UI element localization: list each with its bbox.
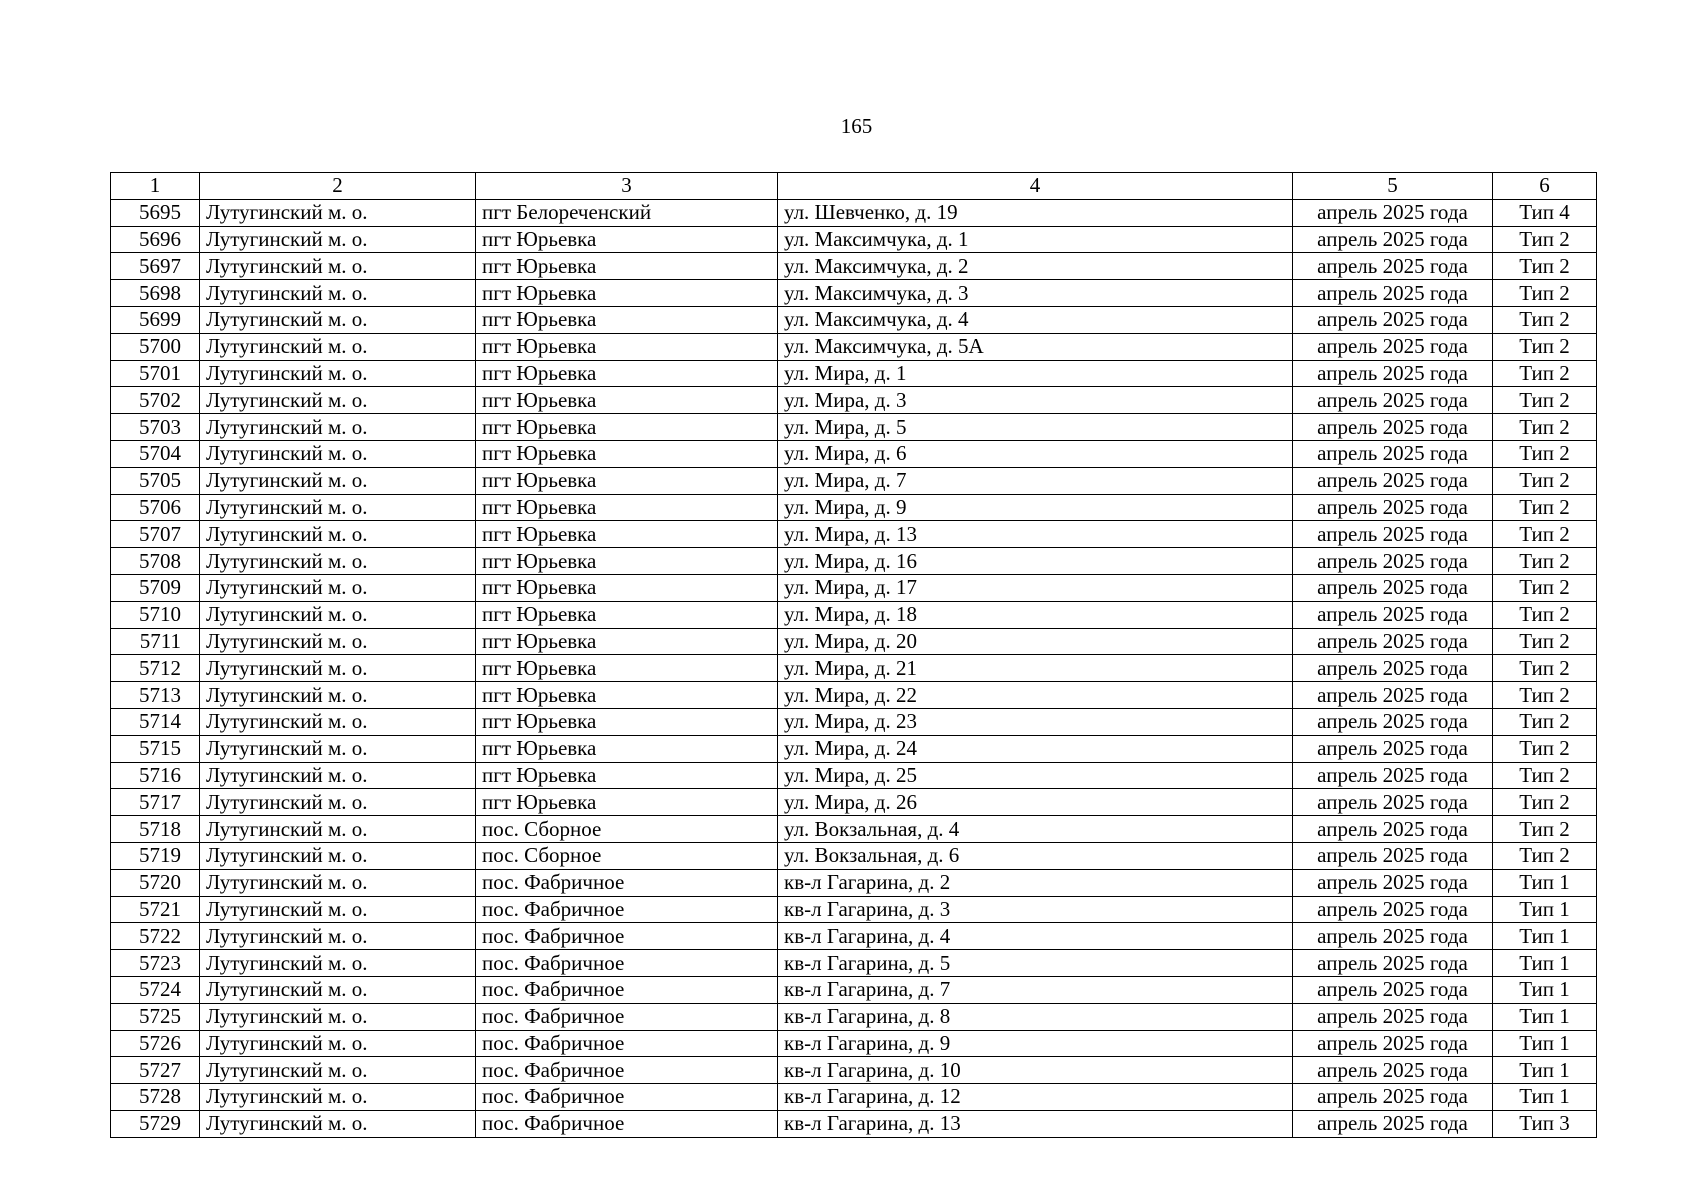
- table-row: [111, 601, 1597, 628]
- type-cell: Тип 2: [1493, 789, 1597, 816]
- district-cell: Лутугинский м. о.: [200, 1003, 476, 1030]
- type-cell: Тип 2: [1493, 548, 1597, 575]
- address-cell: кв-л Гагарина, д. 8: [778, 1003, 1293, 1030]
- settlement-cell: пгт Юрьевка: [476, 789, 778, 816]
- type-cell: Тип 2: [1493, 440, 1597, 467]
- type-cell: Тип 2: [1493, 414, 1597, 441]
- table-row: [111, 306, 1597, 333]
- type-cell: Тип 2: [1493, 601, 1597, 628]
- district-cell: Лутугинский м. о.: [200, 360, 476, 387]
- district-cell: Лутугинский м. о.: [200, 467, 476, 494]
- table-row: [111, 548, 1597, 575]
- type-cell: Тип 2: [1493, 333, 1597, 360]
- district-cell: Лутугинский м. о.: [200, 1057, 476, 1084]
- table-row: [111, 628, 1597, 655]
- type-cell: Тип 2: [1493, 628, 1597, 655]
- type-cell: Тип 2: [1493, 253, 1597, 280]
- address-cell: ул. Вокзальная, д. 4: [778, 816, 1293, 843]
- address-cell: кв-л Гагарина, д. 2: [778, 869, 1293, 896]
- page-number: 165: [840, 114, 873, 138]
- date-cell: апрель 2025 года: [1293, 923, 1493, 950]
- address-cell: ул. Мира, д. 24: [778, 735, 1293, 762]
- table-row: [111, 708, 1597, 735]
- table-row: [111, 735, 1597, 762]
- settlement-cell: пгт Юрьевка: [476, 762, 778, 789]
- table-row: [111, 440, 1597, 467]
- settlement-cell: пос. Фабричное: [476, 896, 778, 923]
- address-cell: ул. Мира, д. 3: [778, 387, 1293, 414]
- row-number-cell: 5728: [111, 1084, 200, 1111]
- settlement-cell: пгт Юрьевка: [476, 735, 778, 762]
- type-cell: Тип 2: [1493, 762, 1597, 789]
- row-number-cell: 5712: [111, 655, 200, 682]
- column-header: 6: [1493, 173, 1597, 200]
- district-cell: Лутугинский м. о.: [200, 440, 476, 467]
- date-cell: апрель 2025 года: [1293, 521, 1493, 548]
- district-cell: Лутугинский м. о.: [200, 1084, 476, 1111]
- type-cell: Тип 2: [1493, 816, 1597, 843]
- district-cell: Лутугинский м. о.: [200, 896, 476, 923]
- date-cell: апрель 2025 года: [1293, 360, 1493, 387]
- row-number-cell: 5699: [111, 306, 200, 333]
- settlement-cell: пгт Юрьевка: [476, 333, 778, 360]
- column-header: 1: [111, 173, 200, 200]
- district-cell: Лутугинский м. о.: [200, 548, 476, 575]
- district-cell: Лутугинский м. о.: [200, 199, 476, 226]
- district-cell: Лутугинский м. о.: [200, 601, 476, 628]
- row-number-cell: 5697: [111, 253, 200, 280]
- type-cell: Тип 3: [1493, 1110, 1597, 1137]
- date-cell: апрель 2025 года: [1293, 306, 1493, 333]
- type-cell: Тип 1: [1493, 869, 1597, 896]
- row-number-cell: 5714: [111, 708, 200, 735]
- row-number-cell: 5710: [111, 601, 200, 628]
- address-cell: ул. Мира, д. 26: [778, 789, 1293, 816]
- address-cell: ул. Мира, д. 18: [778, 601, 1293, 628]
- date-cell: апрель 2025 года: [1293, 789, 1493, 816]
- date-cell: апрель 2025 года: [1293, 1110, 1493, 1137]
- row-number-cell: 5701: [111, 360, 200, 387]
- table-row: [111, 896, 1597, 923]
- settlement-cell: пос. Фабричное: [476, 1110, 778, 1137]
- date-cell: апрель 2025 года: [1293, 333, 1493, 360]
- type-cell: Тип 2: [1493, 467, 1597, 494]
- row-number-cell: 5700: [111, 333, 200, 360]
- district-cell: Лутугинский м. о.: [200, 976, 476, 1003]
- district-cell: Лутугинский м. о.: [200, 655, 476, 682]
- address-cell: ул. Мира, д. 5: [778, 414, 1293, 441]
- table-row: [111, 1110, 1597, 1137]
- table-row: [111, 333, 1597, 360]
- date-cell: апрель 2025 года: [1293, 842, 1493, 869]
- date-cell: апрель 2025 года: [1293, 869, 1493, 896]
- row-number-cell: 5695: [111, 199, 200, 226]
- table-row: [111, 494, 1597, 521]
- address-cell: ул. Мира, д. 20: [778, 628, 1293, 655]
- settlement-cell: пос. Фабричное: [476, 1084, 778, 1111]
- date-cell: апрель 2025 года: [1293, 387, 1493, 414]
- district-cell: Лутугинский м. о.: [200, 574, 476, 601]
- address-cell: ул. Мира, д. 6: [778, 440, 1293, 467]
- date-cell: апрель 2025 года: [1293, 1030, 1493, 1057]
- row-number-cell: 5711: [111, 628, 200, 655]
- district-cell: Лутугинский м. о.: [200, 521, 476, 548]
- type-cell: Тип 2: [1493, 360, 1597, 387]
- settlement-cell: пгт Юрьевка: [476, 387, 778, 414]
- row-number-cell: 5706: [111, 494, 200, 521]
- table-row: [111, 869, 1597, 896]
- row-number-cell: 5708: [111, 548, 200, 575]
- row-number-cell: 5723: [111, 950, 200, 977]
- address-cell: ул. Максимчука, д. 5А: [778, 333, 1293, 360]
- settlement-cell: пгт Юрьевка: [476, 494, 778, 521]
- address-cell: кв-л Гагарина, д. 5: [778, 950, 1293, 977]
- table-row: [111, 574, 1597, 601]
- settlement-cell: пос. Сборное: [476, 816, 778, 843]
- type-cell: Тип 1: [1493, 1003, 1597, 1030]
- address-cell: ул. Максимчука, д. 1: [778, 226, 1293, 253]
- column-header: 3: [476, 173, 778, 200]
- table-row: [111, 816, 1597, 843]
- table-row: [111, 521, 1597, 548]
- district-cell: Лутугинский м. о.: [200, 869, 476, 896]
- address-cell: кв-л Гагарина, д. 3: [778, 896, 1293, 923]
- settlement-cell: пгт Юрьевка: [476, 306, 778, 333]
- registry-table: [110, 172, 1597, 1138]
- row-number-cell: 5709: [111, 574, 200, 601]
- settlement-cell: пгт Юрьевка: [476, 521, 778, 548]
- address-cell: кв-л Гагарина, д. 10: [778, 1057, 1293, 1084]
- settlement-cell: пгт Юрьевка: [476, 467, 778, 494]
- settlement-cell: пос. Сборное: [476, 842, 778, 869]
- address-cell: ул. Вокзальная, д. 6: [778, 842, 1293, 869]
- table-row: [111, 1084, 1597, 1111]
- type-cell: Тип 2: [1493, 306, 1597, 333]
- type-cell: Тип 1: [1493, 976, 1597, 1003]
- address-cell: ул. Мира, д. 21: [778, 655, 1293, 682]
- district-cell: Лутугинский м. о.: [200, 387, 476, 414]
- settlement-cell: пгт Юрьевка: [476, 682, 778, 709]
- date-cell: апрель 2025 года: [1293, 708, 1493, 735]
- address-cell: ул. Максимчука, д. 3: [778, 280, 1293, 307]
- row-number-cell: 5726: [111, 1030, 200, 1057]
- type-cell: Тип 2: [1493, 387, 1597, 414]
- date-cell: апрель 2025 года: [1293, 199, 1493, 226]
- date-cell: апрель 2025 года: [1293, 682, 1493, 709]
- row-number-cell: 5729: [111, 1110, 200, 1137]
- row-number-cell: 5715: [111, 735, 200, 762]
- date-cell: апрель 2025 года: [1293, 896, 1493, 923]
- row-number-cell: 5725: [111, 1003, 200, 1030]
- type-cell: Тип 1: [1493, 923, 1597, 950]
- date-cell: апрель 2025 года: [1293, 816, 1493, 843]
- row-number-cell: 5722: [111, 923, 200, 950]
- row-number-cell: 5721: [111, 896, 200, 923]
- type-cell: Тип 1: [1493, 1084, 1597, 1111]
- type-cell: Тип 2: [1493, 574, 1597, 601]
- settlement-cell: пгт Юрьевка: [476, 440, 778, 467]
- settlement-cell: пос. Фабричное: [476, 976, 778, 1003]
- date-cell: апрель 2025 года: [1293, 440, 1493, 467]
- settlement-cell: пгт Юрьевка: [476, 708, 778, 735]
- settlement-cell: пгт Юрьевка: [476, 628, 778, 655]
- address-cell: ул. Мира, д. 13: [778, 521, 1293, 548]
- date-cell: апрель 2025 года: [1293, 253, 1493, 280]
- address-cell: ул. Шевченко, д. 19: [778, 199, 1293, 226]
- district-cell: Лутугинский м. о.: [200, 1110, 476, 1137]
- date-cell: апрель 2025 года: [1293, 601, 1493, 628]
- column-header: 4: [778, 173, 1293, 200]
- table-row: [111, 655, 1597, 682]
- date-cell: апрель 2025 года: [1293, 226, 1493, 253]
- settlement-cell: пгт Юрьевка: [476, 253, 778, 280]
- district-cell: Лутугинский м. о.: [200, 628, 476, 655]
- district-cell: Лутугинский м. о.: [200, 816, 476, 843]
- row-number-cell: 5719: [111, 842, 200, 869]
- table-row: [111, 950, 1597, 977]
- address-cell: ул. Мира, д. 7: [778, 467, 1293, 494]
- settlement-cell: пгт Юрьевка: [476, 548, 778, 575]
- row-number-cell: 5705: [111, 467, 200, 494]
- table-body: [111, 199, 1597, 1137]
- table-row: [111, 682, 1597, 709]
- date-cell: апрель 2025 года: [1293, 950, 1493, 977]
- table-row: [111, 387, 1597, 414]
- district-cell: Лутугинский м. о.: [200, 306, 476, 333]
- district-cell: Лутугинский м. о.: [200, 789, 476, 816]
- settlement-cell: пгт Юрьевка: [476, 280, 778, 307]
- settlement-cell: пгт Юрьевка: [476, 574, 778, 601]
- address-cell: ул. Мира, д. 22: [778, 682, 1293, 709]
- date-cell: апрель 2025 года: [1293, 494, 1493, 521]
- settlement-cell: пос. Фабричное: [476, 923, 778, 950]
- table-row: [111, 789, 1597, 816]
- address-cell: ул. Мира, д. 1: [778, 360, 1293, 387]
- table-row: [111, 199, 1597, 226]
- table-row: [111, 1057, 1597, 1084]
- settlement-cell: пос. Фабричное: [476, 1030, 778, 1057]
- address-cell: кв-л Гагарина, д. 13: [778, 1110, 1293, 1137]
- type-cell: Тип 2: [1493, 655, 1597, 682]
- address-cell: кв-л Гагарина, д. 9: [778, 1030, 1293, 1057]
- date-cell: апрель 2025 года: [1293, 762, 1493, 789]
- table-row: [111, 226, 1597, 253]
- date-cell: апрель 2025 года: [1293, 1084, 1493, 1111]
- row-number-cell: 5702: [111, 387, 200, 414]
- column-header: 2: [200, 173, 476, 200]
- district-cell: Лутугинский м. о.: [200, 1030, 476, 1057]
- table-row: [111, 360, 1597, 387]
- district-cell: Лутугинский м. о.: [200, 280, 476, 307]
- table-row: [111, 414, 1597, 441]
- row-number-cell: 5704: [111, 440, 200, 467]
- row-number-cell: 5724: [111, 976, 200, 1003]
- address-cell: ул. Максимчука, д. 2: [778, 253, 1293, 280]
- type-cell: Тип 1: [1493, 896, 1597, 923]
- table-row: [111, 280, 1597, 307]
- address-cell: кв-л Гагарина, д. 7: [778, 976, 1293, 1003]
- date-cell: апрель 2025 года: [1293, 976, 1493, 1003]
- settlement-cell: пгт Белореченский: [476, 199, 778, 226]
- row-number-cell: 5717: [111, 789, 200, 816]
- district-cell: Лутугинский м. о.: [200, 253, 476, 280]
- type-cell: Тип 2: [1493, 521, 1597, 548]
- row-number-cell: 5713: [111, 682, 200, 709]
- district-cell: Лутугинский м. о.: [200, 923, 476, 950]
- table-row: [111, 1030, 1597, 1057]
- date-cell: апрель 2025 года: [1293, 414, 1493, 441]
- district-cell: Лутугинский м. о.: [200, 950, 476, 977]
- district-cell: Лутугинский м. о.: [200, 494, 476, 521]
- row-number-cell: 5707: [111, 521, 200, 548]
- table-row: [111, 467, 1597, 494]
- address-cell: ул. Мира, д. 17: [778, 574, 1293, 601]
- settlement-cell: пгт Юрьевка: [476, 226, 778, 253]
- address-cell: ул. Мира, д. 25: [778, 762, 1293, 789]
- settlement-cell: пос. Фабричное: [476, 1003, 778, 1030]
- type-cell: Тип 2: [1493, 708, 1597, 735]
- district-cell: Лутугинский м. о.: [200, 842, 476, 869]
- date-cell: апрель 2025 года: [1293, 574, 1493, 601]
- date-cell: апрель 2025 года: [1293, 1057, 1493, 1084]
- row-number-cell: 5716: [111, 762, 200, 789]
- table-row: [111, 253, 1597, 280]
- settlement-cell: пос. Фабричное: [476, 1057, 778, 1084]
- address-cell: ул. Максимчука, д. 4: [778, 306, 1293, 333]
- district-cell: Лутугинский м. о.: [200, 762, 476, 789]
- settlement-cell: пос. Фабричное: [476, 869, 778, 896]
- district-cell: Лутугинский м. о.: [200, 708, 476, 735]
- district-cell: Лутугинский м. о.: [200, 333, 476, 360]
- date-cell: апрель 2025 года: [1293, 735, 1493, 762]
- address-cell: кв-л Гагарина, д. 4: [778, 923, 1293, 950]
- date-cell: апрель 2025 года: [1293, 1003, 1493, 1030]
- type-cell: Тип 1: [1493, 950, 1597, 977]
- header-row: [111, 173, 1597, 200]
- type-cell: Тип 1: [1493, 1057, 1597, 1084]
- column-header: 5: [1293, 173, 1493, 200]
- settlement-cell: пгт Юрьевка: [476, 414, 778, 441]
- type-cell: Тип 2: [1493, 842, 1597, 869]
- table-row: [111, 762, 1597, 789]
- address-cell: ул. Мира, д. 23: [778, 708, 1293, 735]
- settlement-cell: пос. Фабричное: [476, 950, 778, 977]
- row-number-cell: 5698: [111, 280, 200, 307]
- date-cell: апрель 2025 года: [1293, 628, 1493, 655]
- district-cell: Лутугинский м. о.: [200, 682, 476, 709]
- date-cell: апрель 2025 года: [1293, 655, 1493, 682]
- date-cell: апрель 2025 года: [1293, 280, 1493, 307]
- address-cell: ул. Мира, д. 16: [778, 548, 1293, 575]
- table-row: [111, 1003, 1597, 1030]
- district-cell: Лутугинский м. о.: [200, 226, 476, 253]
- type-cell: Тип 4: [1493, 199, 1597, 226]
- type-cell: Тип 2: [1493, 682, 1597, 709]
- settlement-cell: пгт Юрьевка: [476, 601, 778, 628]
- district-cell: Лутугинский м. о.: [200, 735, 476, 762]
- type-cell: Тип 2: [1493, 735, 1597, 762]
- address-cell: ул. Мира, д. 9: [778, 494, 1293, 521]
- table-header: [111, 173, 1597, 200]
- date-cell: апрель 2025 года: [1293, 467, 1493, 494]
- type-cell: Тип 2: [1493, 280, 1597, 307]
- table-row: [111, 842, 1597, 869]
- row-number-cell: 5696: [111, 226, 200, 253]
- row-number-cell: 5703: [111, 414, 200, 441]
- type-cell: Тип 2: [1493, 226, 1597, 253]
- row-number-cell: 5720: [111, 869, 200, 896]
- settlement-cell: пгт Юрьевка: [476, 655, 778, 682]
- date-cell: апрель 2025 года: [1293, 548, 1493, 575]
- row-number-cell: 5727: [111, 1057, 200, 1084]
- table-row: [111, 923, 1597, 950]
- type-cell: Тип 2: [1493, 494, 1597, 521]
- row-number-cell: 5718: [111, 816, 200, 843]
- type-cell: Тип 1: [1493, 1030, 1597, 1057]
- table-row: [111, 976, 1597, 1003]
- settlement-cell: пгт Юрьевка: [476, 360, 778, 387]
- address-cell: кв-л Гагарина, д. 12: [778, 1084, 1293, 1111]
- district-cell: Лутугинский м. о.: [200, 414, 476, 441]
